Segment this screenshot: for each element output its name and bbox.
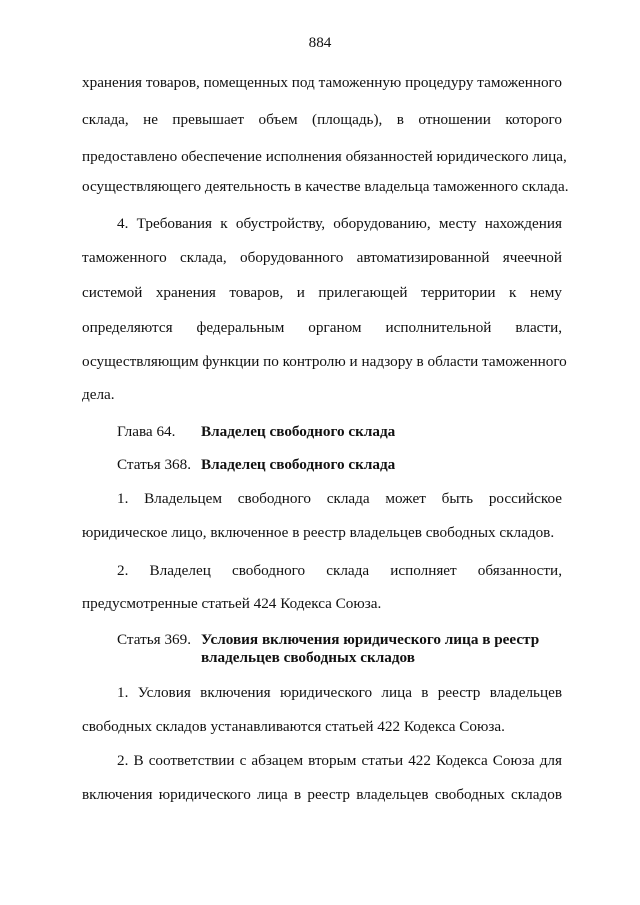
paragraph-line: таможенного склада, оборудованного автоматизированной ячеечной: [82, 249, 562, 266]
paragraph-line: 4. Требования к обустройству, оборудованию, месту нахождения: [117, 215, 562, 232]
chapter-heading: [117, 423, 395, 441]
article-title-line: Условия включения юридического лица в реестр: [201, 631, 540, 648]
paragraph-line: юридическое лицо, включенное в реестр владельцев свободных складов.: [82, 524, 555, 541]
article-heading: [117, 631, 562, 667]
paragraph-line: 2. Владелец свободного склада исполняет обязанности,: [117, 562, 562, 579]
page-number: 884: [308, 34, 332, 51]
article-label: Статья 368.: [117, 456, 192, 473]
paragraph-line: хранения товаров, помещенных под таможенную процедуру таможенного: [82, 74, 562, 91]
paragraph-line: свободных складов устанавливаются статьей 422 Кодекса Союза.: [82, 718, 505, 735]
article-label: Статья 369.: [117, 631, 192, 648]
paragraph-line: осуществляющего деятельность в качестве владельца таможенного склада.: [82, 178, 569, 195]
paragraph-line: осуществляющим функции по контролю и надзору в области таможенного: [82, 353, 567, 370]
article-title: [201, 631, 539, 667]
article-title: Владелец свободного склада: [201, 456, 396, 473]
paragraph-line: склада, не превышает объем (площадь), в отношении которого: [82, 111, 562, 128]
article-title-line: владельцев свободных складов: [201, 649, 415, 666]
paragraph-line: 2. В соответствии с абзацем вторым статьи 422 Кодекса Союза для: [117, 752, 562, 769]
paragraph-line: 1. Владельцем свободного склада может быть российское: [117, 490, 562, 507]
paragraph-line: системой хранения товаров, и прилегающей территории к нему: [82, 284, 562, 301]
paragraph-line: дела.: [82, 386, 115, 403]
paragraph-line: предусмотренные статьей 424 Кодекса Союза.: [82, 595, 382, 612]
paragraph-line: определяются федеральным органом исполнительной власти,: [82, 319, 562, 336]
chapter-title: Владелец свободного склада: [201, 423, 396, 440]
paragraph-line: предоставлено обеспечение исполнения обязанностей юридического лица,: [82, 148, 567, 165]
paragraph-line: включения юридического лица в реестр владельцев свободных складов: [82, 786, 562, 803]
article-heading: [117, 456, 395, 474]
paragraph-line: 1. Условия включения юридического лица в реестр владельцев: [117, 684, 562, 701]
chapter-label: Глава 64.: [117, 423, 176, 440]
